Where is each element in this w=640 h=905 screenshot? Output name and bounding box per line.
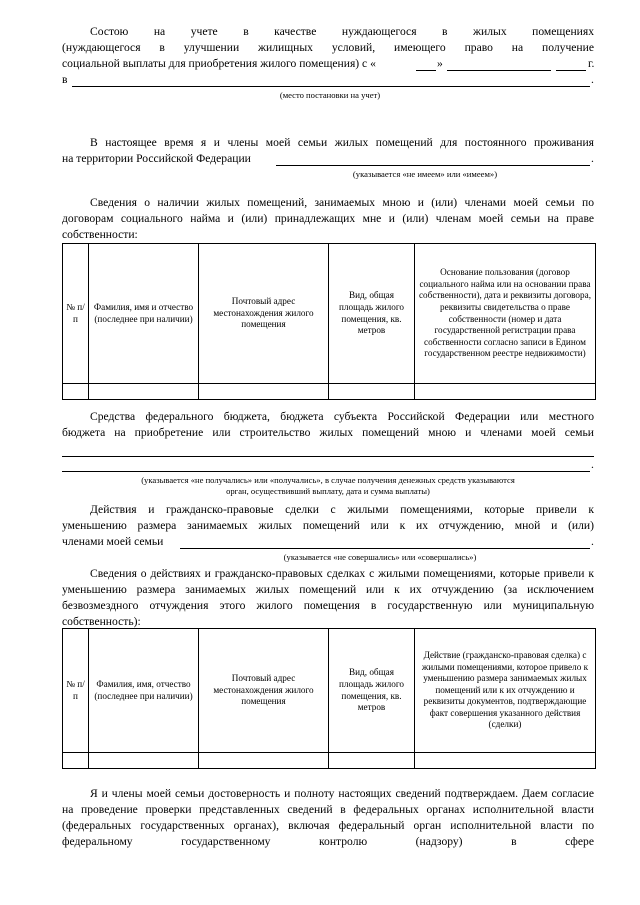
table-header-row	[63, 244, 596, 384]
table-cell[interactable]	[415, 384, 596, 400]
th-number: № п/п	[63, 629, 89, 753]
s5-status-blank[interactable]	[180, 548, 590, 549]
s2-note: (указывается «не имеем» или «имеем»)	[352, 169, 498, 179]
s2-line1: В настоящее время я и члены моей семьи жилых помещений для постоянного проживания	[90, 136, 594, 149]
s1-line2: (нуждающегося в улучшении жилищных условий, имеющего право на получение	[62, 41, 594, 54]
s1-line4-text: в	[62, 73, 68, 86]
table-cell[interactable]	[415, 753, 596, 769]
s4-note-2: орган, осуществивший выплату, дата и сумма выплаты)	[226, 486, 430, 496]
table-header-row	[63, 629, 596, 753]
s4-period: .	[591, 458, 594, 471]
table-cell[interactable]	[89, 384, 199, 400]
s5-line1: Действия и гражданско-правовые сделки с жилыми помещениями, которые привели к	[90, 503, 594, 516]
table-cell[interactable]	[63, 753, 89, 769]
table-cell[interactable]	[199, 753, 329, 769]
table-cell[interactable]	[199, 384, 329, 400]
th-address: Почтовый адрес местонахождения жилого помещения	[199, 244, 329, 384]
s2-status-blank[interactable]	[276, 165, 590, 166]
s1-year-suffix: г.	[588, 57, 595, 70]
s4-line2: бюджета на приобретение или строительство жилых помещений мною и членами моей семьи	[62, 426, 594, 439]
s5-line2: уменьшению размера занимаемых жилых помещений или к их отчуждению, мной и (или)	[62, 519, 594, 532]
th-action: Действие (гражданско-правовая сделка) с жилыми помещениями, которое привело к уменьшению размера занимаемых жилых помещений или к их отчуждению и реквизиты документов, подтверждающие факт совершения указанного действия (сделки)	[415, 629, 596, 753]
s2-line2-period: .	[591, 152, 594, 165]
th-area: Вид, общая площадь жилого помещения, кв. метров	[329, 244, 415, 384]
table-cell[interactable]	[329, 753, 415, 769]
table-cell[interactable]	[329, 384, 415, 400]
s2-line2-text: на территории Российской Федерации	[62, 152, 251, 165]
s4-blank-1[interactable]	[62, 456, 594, 457]
s1-month-blank[interactable]	[447, 70, 551, 71]
transactions-table	[62, 628, 596, 769]
s1-place-blank[interactable]	[72, 86, 590, 87]
table-cell[interactable]	[89, 753, 199, 769]
th-fullname: Фамилия, имя, отчество (последнее при наличии)	[89, 629, 199, 753]
th-address: Почтовый адрес местонахождения жилого помещения	[199, 629, 329, 753]
th-basis: Основание пользования (договор социального найма или на основании права собственности), дата и реквизиты договора, реквизиты свидетельства о праве собственности (номер и дата государственной регистрации права собственности согласно записи в Едином государственном реестре недвижимости)	[415, 244, 596, 384]
s1-line4-period: .	[591, 73, 594, 86]
th-area: Вид, общая площадь жилого помещения, кв. метров	[329, 629, 415, 753]
s5-note: (указывается «не совершались» или «совершались»)	[283, 552, 477, 562]
s1-day-blank[interactable]	[416, 70, 436, 71]
property-table	[62, 243, 596, 400]
s1-note: (место постановки на учет)	[279, 90, 381, 100]
s5-period: .	[591, 535, 594, 548]
s6-paragraph: Сведения о действиях и гражданско-правовых сделках с жилыми помещениями, которые привели к уменьшению размера занимаемых жилых помещений или к их отчуждению (за исключением безвозмездного отчуждения этого жилого помещения в государственную или муниципальную собственность):	[62, 567, 594, 628]
s1-line3-text: социальной выплаты для приобретения жилого помещения) с «	[62, 57, 376, 70]
s5-line3-text: членами моей семьи	[62, 535, 164, 548]
table-row	[63, 753, 596, 769]
s4-line1: Средства федерального бюджета, бюджета субъекта Российской Федерации или местного	[90, 410, 594, 423]
s3-paragraph: Сведения о наличии жилых помещений, занимаемых мною и (или) членами моей семьи по договорам социального найма и (или) принадлежащих мне и (или) членам моей семьи на праве собственности:	[62, 196, 594, 241]
s1-quote-close: »	[437, 57, 443, 70]
th-fullname: Фамилия, имя и отчество (последнее при наличии)	[89, 244, 199, 384]
table-cell[interactable]	[63, 384, 89, 400]
th-number: № п/п	[63, 244, 89, 384]
s1-line1: Состою на учете в качестве нуждающегося в жилых помещениях	[90, 25, 594, 38]
s4-blank-2[interactable]	[62, 471, 590, 472]
s4-note-1: (указывается «не получались» или «получались», в случае получения денежных средств указываются	[141, 475, 515, 485]
s7-paragraph: Я и члены моей семьи достоверность и полноту настоящих сведений подтверждаем. Даем согласие на проведение проверки представленных сведений в федеральных органах исполнительной власти (федеральных государственных органах), включая федеральный орган исполнительной власти по федеральному государственному контролю (надзору) в сфере	[62, 787, 594, 848]
s1-year-blank[interactable]	[556, 70, 586, 71]
table-row	[63, 384, 596, 400]
